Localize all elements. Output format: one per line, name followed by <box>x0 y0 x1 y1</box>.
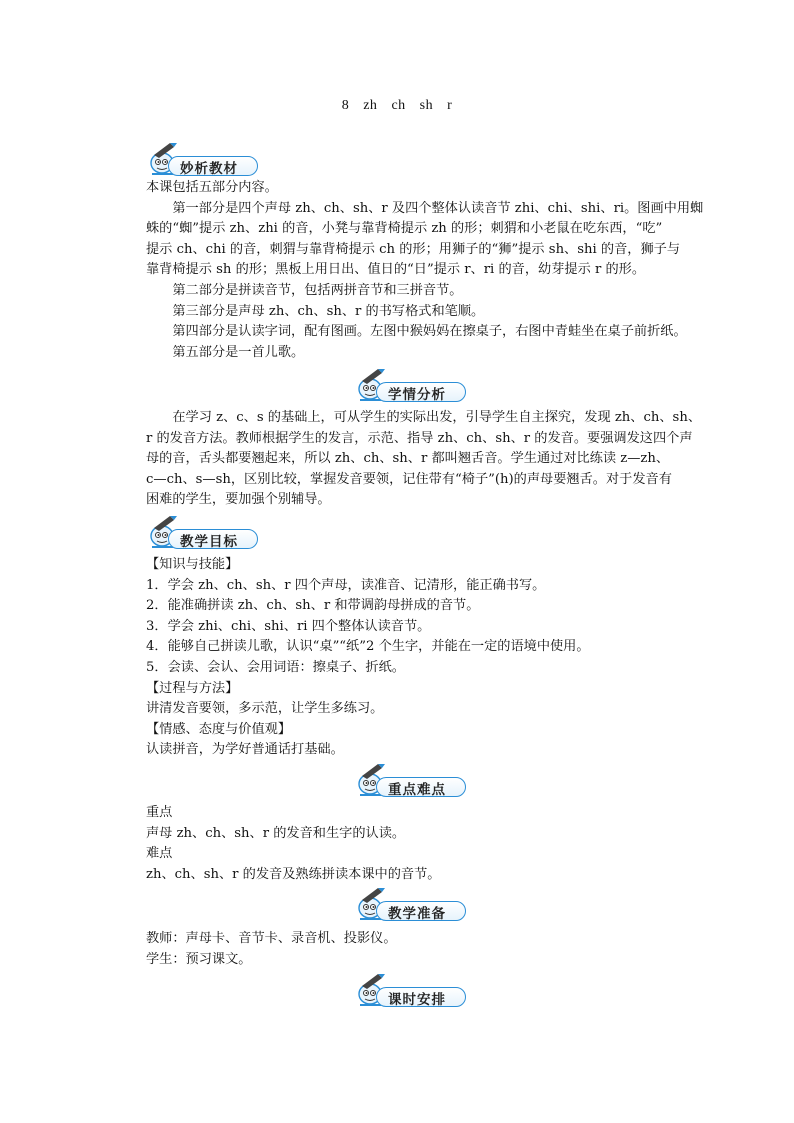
paragraph-line: 3．学会 zhi、chi、shi、ri 四个整体认读音节。 <box>146 618 431 634</box>
section-body <box>146 408 702 511</box>
paragraph-line: 靠背椅提示 sh 的形；黑板上用日出、值日的“日”提示 r、ri 的音，幼芽提示 r 的形。 <box>146 262 646 278</box>
paragraph-line: 母的音，舌头都要翘起来，所以 zh、ch、sh、r 都叫翘舌音。学生通过对比练读 z—zh、 <box>146 451 670 467</box>
section-heading-badge <box>354 895 468 925</box>
paragraph-line: 第五部分是一首儿歌。 <box>146 344 305 360</box>
paragraph-line: 【过程与方法】 <box>146 680 239 696</box>
paragraph-line: 【知识与技能】 <box>146 557 239 572</box>
section-body <box>146 929 681 970</box>
section-heading: 学情分析 <box>388 387 446 403</box>
paragraph-line: zh、ch、sh、r 的发音及熟练拼读本课中的音节。 <box>146 866 441 882</box>
paragraph-line: 本课包括五部分内容。 <box>146 180 278 195</box>
section-heading: 教学准备 <box>388 906 446 922</box>
paragraph-line: 在学习 z、c、s 的基础上，可从学生的实际出发，引导学生自主探究，发现 zh、ch、sh、 <box>146 410 702 425</box>
section-heading: 课时安排 <box>388 992 446 1008</box>
section-heading-badge <box>354 771 468 801</box>
paragraph-line: 难点 <box>146 846 173 862</box>
paragraph-line: 重点 <box>146 805 173 820</box>
paragraph-line: 1．学会 zh、ch、sh、r 四个声母，读准音、记清形，能正确书写。 <box>146 577 546 593</box>
paragraph-line: 提示 ch、chi 的音，刺猬与靠背椅提示 ch 的形；用狮子的“狮”提示 sh、shi 的音，狮子与 <box>146 241 681 257</box>
paragraph-line: 4．能够自己拼读儿歌，认识“桌”“纸”2 个生字，并能在一定的语境中使用。 <box>146 639 590 655</box>
section-body <box>146 555 681 761</box>
paragraph-line: 2．能准确拼读 zh、ch、sh、r 和带调韵母拼成的音节。 <box>146 598 480 614</box>
paragraph-line: c—ch、s—sh，区别比较，掌握发音要领，记住带有“椅子”(h)的声母要翘舌。对于发音有 <box>146 471 672 487</box>
paragraph-line: 困难的学生，要加强个别辅导。 <box>146 492 331 508</box>
paragraph-line: 5．会读、会认、会用词语：擦桌子、折纸。 <box>146 659 405 675</box>
paragraph-line: 学生：预习课文。 <box>146 951 252 967</box>
section-heading: 重点难点 <box>388 782 446 798</box>
section-heading-badge <box>354 981 468 1011</box>
paragraph-line: 教师：声母卡、音节卡、录音机、投影仪。 <box>146 931 397 946</box>
paragraph-line: 第二部分是拼读音节，包括两拼音节和三拼音节。 <box>146 282 463 298</box>
section-heading-badge <box>354 376 468 406</box>
section-body <box>146 803 681 885</box>
paragraph-line: 第一部分是四个声母 zh、ch、sh、r 及四个整体认读音节 zhi、chi、shi、ri。图画中用蜘 <box>146 200 704 216</box>
section-body <box>146 178 704 363</box>
paragraph-line: 讲清发音要领，多示范，让学生多练习。 <box>146 701 384 717</box>
paragraph-line: 蛛的“蜘”提示 zh、zhi 的音，小凳与靠背椅提示 zh 的形；刺猬和小老鼠在吃东西，“吃” <box>146 221 663 237</box>
paragraph-line: 认读拼音，为学好普通话打基础。 <box>146 742 344 758</box>
paragraph-line: r 的发音方法。教师根据学生的发言，示范、指导 zh、ch、sh、r 的发音。要强调发这四个声 <box>146 430 693 446</box>
section-heading: 教学目标 <box>180 534 238 550</box>
section-heading-badge <box>146 150 260 180</box>
paragraph-line: 第四部分是认读字词，配有图画。左图中猴妈妈在擦桌子，右图中青蛙坐在桌子前折纸。 <box>146 324 687 340</box>
section-heading-badge <box>146 523 260 553</box>
paragraph-line: 声母 zh、ch、sh、r 的发音和生字的认读。 <box>146 825 406 841</box>
paragraph-line: 【情感、态度与价值观】 <box>146 721 292 737</box>
section-heading: 妙析教材 <box>180 161 238 177</box>
page-title: 8 zh ch sh r <box>341 98 453 113</box>
paragraph-line: 第三部分是声母 zh、ch、sh、r 的书写格式和笔顺。 <box>146 303 485 319</box>
